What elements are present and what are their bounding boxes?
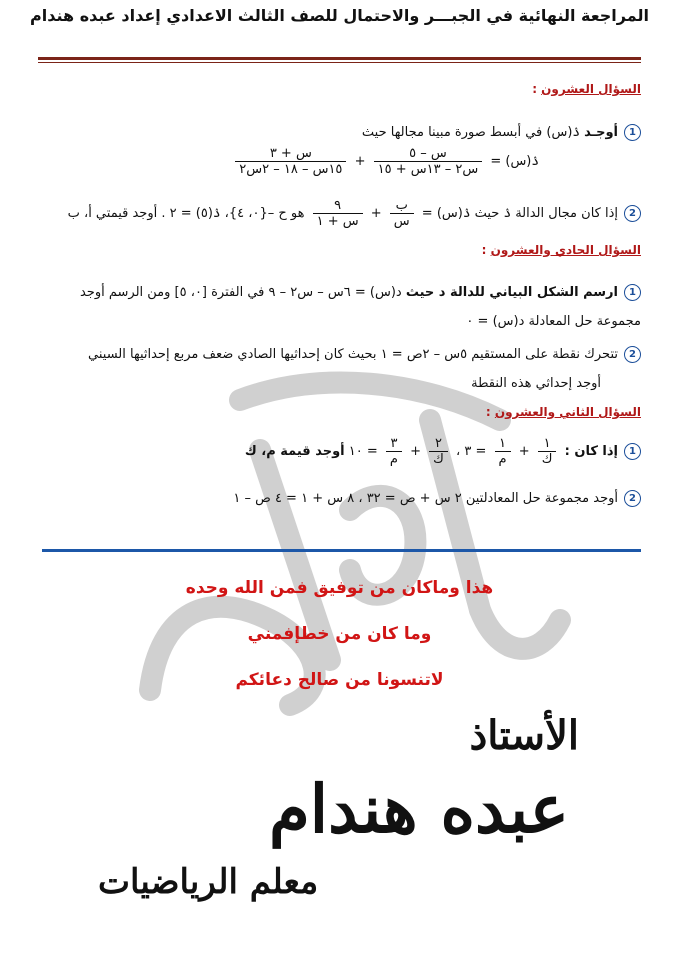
question-number: 2 [624, 490, 641, 507]
q21-item1-line2: مجموعة حل المعادلة د(س) = ٠ [466, 314, 641, 329]
q21-item2-line2: أوجد إحداثي هذه النقطة [471, 376, 601, 391]
header-rule-thick [38, 57, 641, 60]
section-heading-label: السؤال الحادي والعشرون [490, 243, 641, 257]
q20-item2 [68, 198, 641, 229]
section-heading-22 [486, 405, 641, 419]
fraction-numerator: س + ٣ [235, 146, 346, 162]
fraction-denominator: ك [541, 452, 553, 467]
q21-item1 [80, 284, 641, 301]
fraction-numerator: ب [390, 198, 414, 214]
plus-sign: + [518, 444, 530, 459]
question-number: 2 [624, 346, 641, 363]
q21-item1-verb: ارسم الشكل البياني للدالة د حيث [405, 285, 618, 300]
signature-role: معلم الرياضيات [98, 862, 319, 902]
equation-1-rhs: = ٣ ، [456, 444, 487, 459]
signature-name: عبده هندام [268, 770, 569, 848]
question-number: 2 [624, 205, 641, 222]
section-divider [42, 549, 641, 552]
fraction-denominator: س٢ – ١٣س + ١٥ [377, 162, 479, 177]
fraction-1 [374, 146, 483, 177]
section-heading-label: السؤال العشرون [541, 82, 641, 96]
fraction-numerator: ٩ [313, 198, 363, 214]
q20-item2-text-a: إذا كان مجال الدالة ۮ حيث ۮ(س) = [421, 206, 618, 221]
q20-item1-verb: أوجـد [584, 125, 618, 140]
closing-line-1: هذا وماكان من توفيق فمن الله وحده [185, 578, 494, 598]
q20-item1-formula [231, 146, 539, 177]
document-title: المراجعة النهائية في الجبـــر والاحتمال للصف الثالث الاعدادي إعداد عبده هندام [30, 6, 649, 25]
fraction-numerator: ١ [495, 436, 511, 452]
fraction-1 [538, 436, 557, 467]
q21-item2 [88, 346, 641, 363]
fraction-denominator: ك [433, 452, 444, 467]
question-number: 1 [624, 443, 641, 460]
q22-item1-verb: إذا كان : [564, 444, 618, 459]
plus-sign: + [370, 206, 382, 221]
q20-item1-text: ۮ(س) في أبسط صورة مبينا مجالها حيث [361, 125, 585, 140]
fraction-2 [235, 146, 346, 177]
fraction-numerator: س – ٥ [374, 146, 483, 162]
q20-item2-text-b: هو ح –{٠، ٤}، ۮ(٥) = ٢ . أوجد قيمتي أ، ب [67, 206, 305, 221]
fraction-2 [313, 198, 363, 229]
fraction-denominator: م [498, 452, 507, 467]
q22-item1 [245, 436, 641, 467]
q22-item1-tail: أوجد قيمة م، ك [244, 444, 345, 459]
section-heading-21 [482, 243, 641, 257]
formula-lhs: ۮ(س) = [490, 154, 539, 169]
fraction-denominator: س + ١ [316, 214, 359, 229]
closing-line-3: لاتنسونا من صالح دعائكم [235, 670, 444, 690]
q20-item1 [362, 124, 641, 141]
fraction-numerator: ١ [538, 436, 557, 452]
section-heading-label: السؤال الثاني والعشرون [494, 405, 641, 419]
section-heading-colon: : [481, 243, 491, 257]
fraction-denominator: ١٥س – ١٨ – ٢س٢ [239, 162, 343, 177]
plus-sign: + [354, 154, 366, 169]
equation-2-rhs: = ١٠ [348, 444, 378, 459]
closing-line-2: وما كان من خطإفمني [247, 624, 432, 644]
signature-title: الأستاذ [469, 712, 579, 759]
fraction-denominator: س [393, 214, 410, 229]
q22-item2 [233, 490, 641, 507]
section-heading-20 [532, 82, 641, 96]
plus-sign: + [410, 444, 422, 459]
q21-item1-text: د(س) = ٦س – س٢ – ٩ في الفترة [٠، ٥] ومن الرسم أوجد [79, 285, 406, 300]
fraction-numerator: ٢ [429, 436, 448, 452]
q22-item2-text: أوجد مجموعة حل المعادلتين ٢ س + ص = ٣٢ ، ٨ س + ١ = ٤ ص – ١ [233, 491, 618, 506]
q21-item2-text: تتحرك نقطة على المستقيم ٥س – ٢ص = ١ بحيث كان إحداثيها الصادي ضعف مربع إحداثيها السيني [88, 347, 618, 362]
fraction-2 [495, 436, 511, 467]
fraction-denominator: م [389, 452, 398, 467]
section-heading-colon: : [485, 405, 495, 419]
header-rule-thin [38, 62, 641, 63]
question-number: 1 [624, 284, 641, 301]
fraction-3 [429, 436, 448, 467]
fraction-4 [386, 436, 402, 467]
fraction-1 [390, 198, 414, 229]
fraction-numerator: ٣ [386, 436, 402, 452]
section-heading-colon: : [532, 82, 542, 96]
question-number: 1 [624, 124, 641, 141]
